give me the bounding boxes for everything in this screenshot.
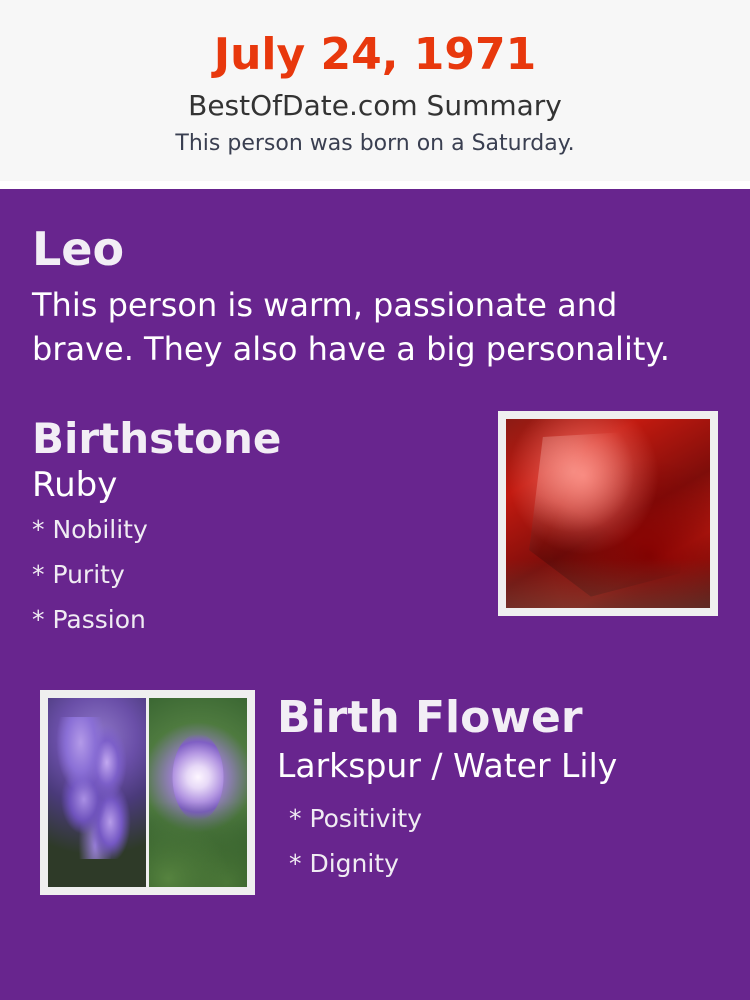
zodiac-sign-title: Leo — [32, 222, 125, 276]
birthstone-photo-frame — [498, 411, 718, 616]
card-header — [0, 0, 750, 181]
birthstone-title: Birthstone — [32, 414, 282, 463]
list-item: * Dignity — [289, 849, 399, 878]
birth-flower-name: Larkspur / Water Lily — [277, 746, 618, 785]
born-weekday-text: This person was born on a Saturday. — [175, 131, 575, 156]
birthstone-section — [32, 413, 718, 642]
page-title: July 24, 1971 — [213, 29, 537, 80]
water-lily-photo — [149, 698, 247, 887]
birth-flower-traits — [289, 796, 718, 886]
header-divider — [0, 181, 750, 189]
birth-flower-photo-frame — [40, 690, 255, 895]
list-item: * Purity — [32, 560, 125, 589]
list-item: * Passion — [32, 605, 146, 634]
zodiac-description: This person is warm, passionate and brave. They also have a big personality. — [32, 286, 670, 368]
list-item: * Positivity — [289, 804, 422, 833]
ruby-gemstone-photo — [506, 419, 710, 608]
site-summary-label: BestOfDate.com Summary — [188, 89, 562, 122]
birth-flower-text — [277, 690, 718, 886]
birth-flower-section — [32, 690, 718, 900]
birth-flower-title: Birth Flower — [277, 692, 583, 743]
birthstone-name: Ruby — [32, 465, 118, 505]
list-item: * Nobility — [32, 515, 148, 544]
details-panel — [0, 189, 750, 1000]
larkspur-photo — [48, 698, 146, 887]
